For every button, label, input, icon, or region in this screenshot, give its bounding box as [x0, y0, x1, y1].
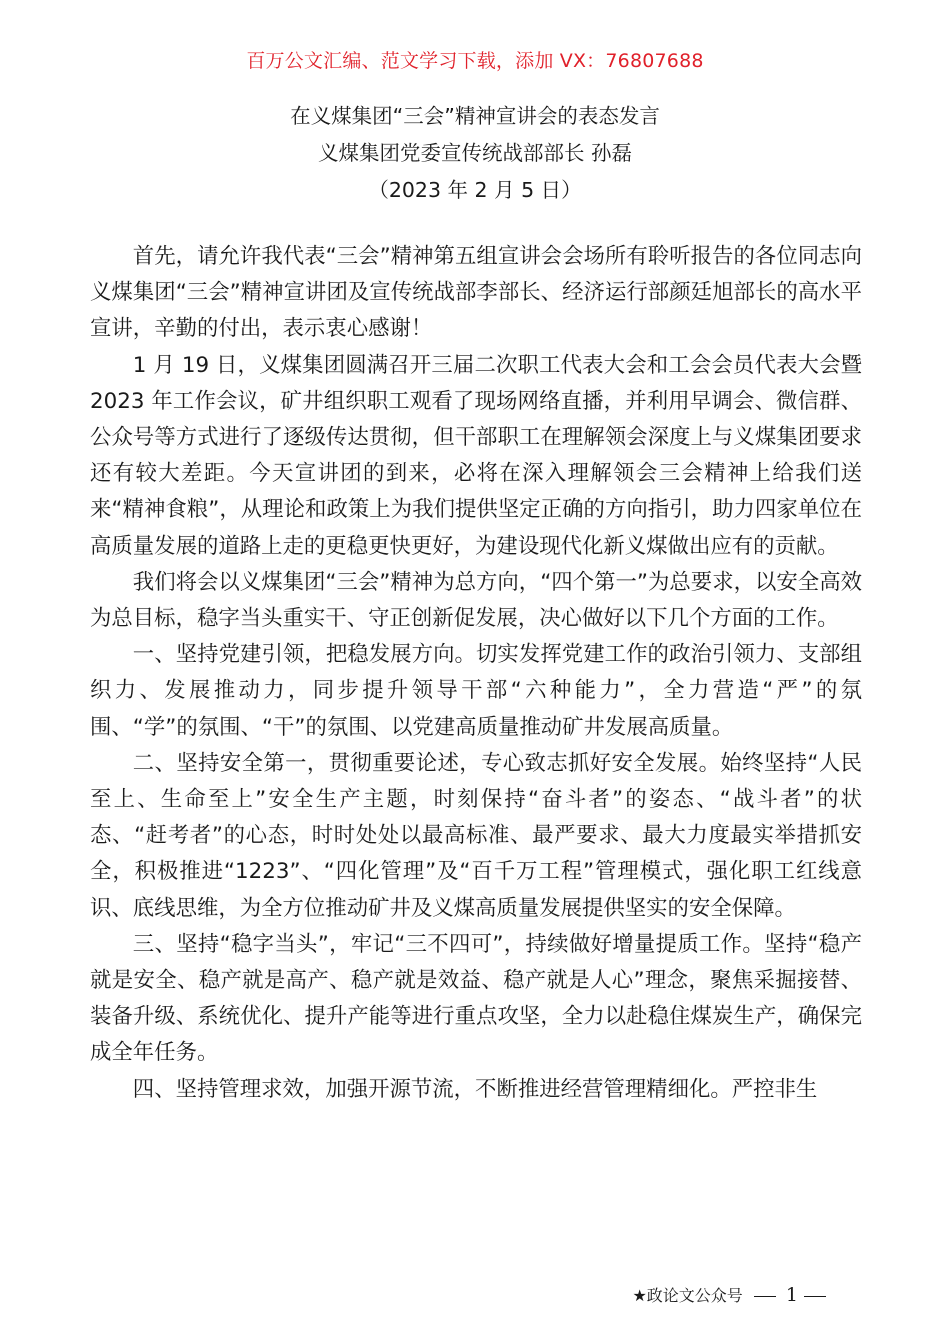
document-body [90, 239, 862, 1108]
paragraph-point-3: 三、坚持“稳字当头”，牢记“三不四可”，持续做好增量提质工作。坚持“稳产就是安全、稳产就是高产、稳产就是效益、稳产就是人心”理念，聚焦采掘接替、装备升级、系统优化、提升产能等进行重点攻坚，全力以赴稳住煤炭生产，确保完成全年任务。 [90, 931, 862, 1066]
document-date: （2023 年 2 月 5 日） [368, 178, 582, 202]
footer-source: ★政论文公众号 [632, 1286, 743, 1305]
document-author: 义煤集团党委宣传统战部部长 孙磊 [317, 141, 632, 165]
footer-dash-left [754, 1296, 776, 1297]
footer-dash-right [804, 1296, 826, 1297]
page-number: 1 [785, 1284, 798, 1306]
paragraph-meeting: 1 月 19 日，义煤集团圆满召开三届二次职工代表大会和工会会员代表大会暨 2023 年工作会议，矿井组织职工观看了现场网络直播，并利用早调会、微信群、公众号等方式进行了逐级传达贯彻，但干部职工在理解领会深度上与义煤集团要求还有较大差距。今天宣讲团的到来，必将在深入理解领会三会精神上给我们送来“精神食粮”，从理论和政策上为我们提供坚定正确的方向指引，助力四家单位在高质量发展的道路上走的更稳更快更好，为建设现代化新义煤做出应有的贡献。 [90, 352, 862, 559]
document-title: 在义煤集团“三会”精神宣讲会的表态发言 [290, 104, 660, 128]
page-footer [632, 1283, 832, 1306]
paragraph-commitment: 我们将会以义煤集团“三会”精神为总方向，“四个第一”为总要求，以安全高效为总目标，稳字当头重实干、守正创新促发展，决心做好以下几个方面的工作。 [90, 569, 862, 632]
document-header [0, 98, 950, 209]
paragraph-point-4: 四、坚持管理求效，加强开源节流，不断推进经营管理精细化。严控非生 [132, 1076, 818, 1102]
download-banner: 百万公文汇编、范文学习下载，添加 VX：76807688 [246, 50, 704, 72]
paragraph-point-1: 一、坚持党建引领，把稳发展方向。切实发挥党建工作的政治引领力、支部组织力、发展推动力，同步提升领导干部“六种能力”，全力营造“严”的氛围、“学”的氛围、“干”的氛围、以党建高质量推动矿井发展高质量。 [90, 642, 862, 740]
paragraph-point-2: 二、坚持安全第一，贯彻重要论述，专心致志抓好安全发展。始终坚持“人民至上、生命至上”安全生产主题，时刻保持“奋斗者”的姿态、“战斗者”的状态、“赶考者”的心态，时时处处以最高标准、最严要求、最大力度最实举措抓安全，积极推进“1223”、“四化管理”及“百千万工程”管理模式，强化职工红线意识、底线思维，为全方位推动矿井及义煤高质量发展提供坚实的安全保障。 [90, 750, 862, 921]
paragraph-thanks: 首先，请允许我代表“三会”精神第五组宣讲会会场所有聆听报告的各位同志向义煤集团“三会”精神宣讲团及宣传统战部李部长、经济运行部颜廷旭部长的高水平宣讲，辛勤的付出，表示衷心感谢！ [90, 244, 862, 342]
